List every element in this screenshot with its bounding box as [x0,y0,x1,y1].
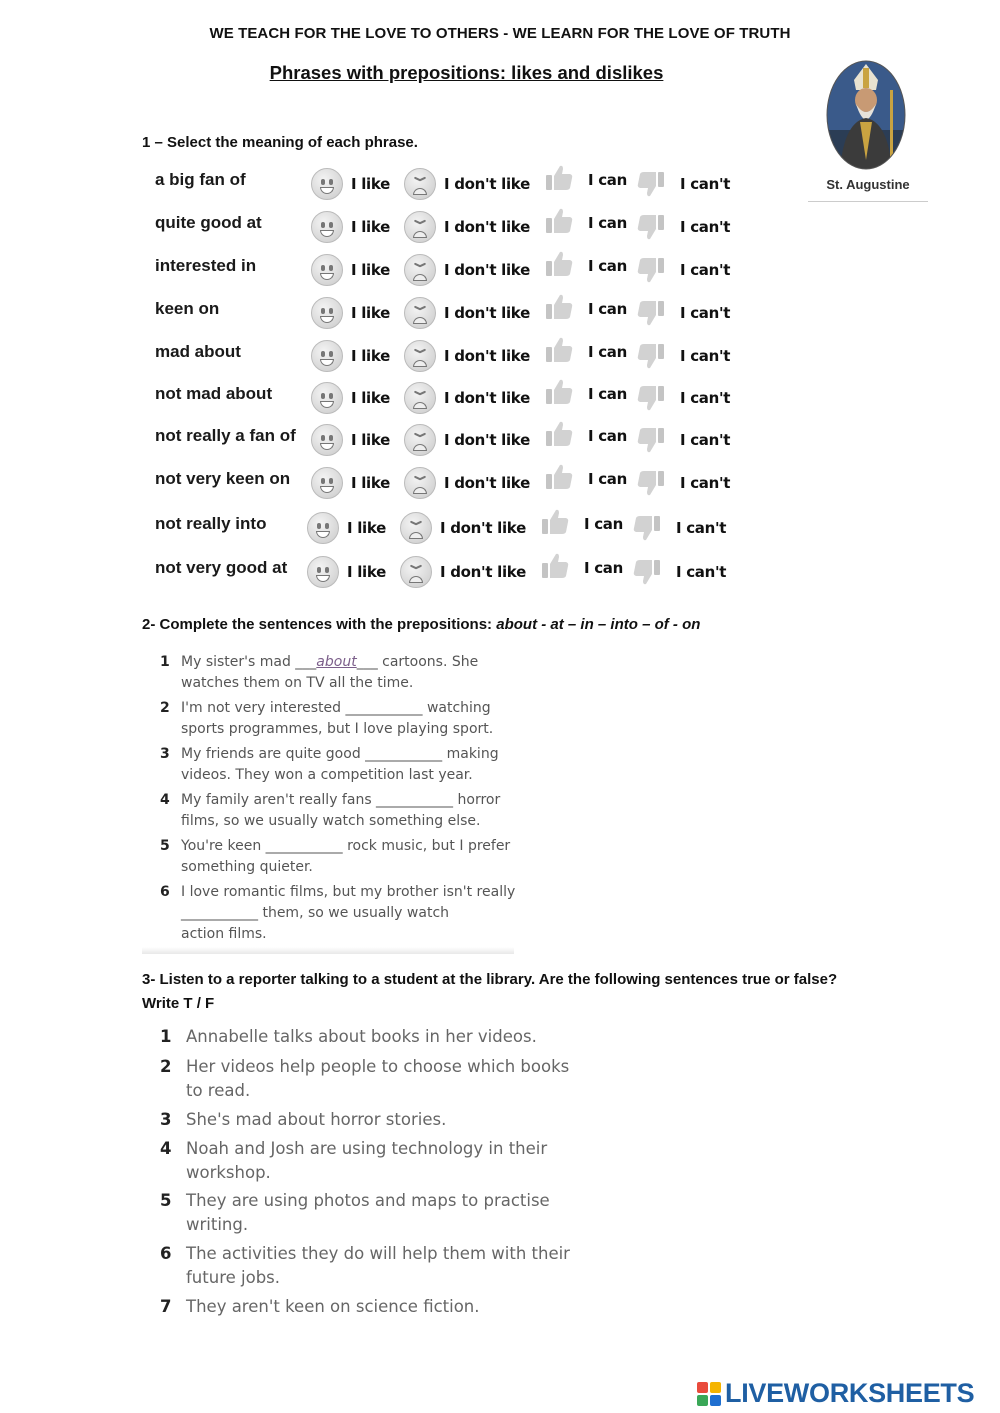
item-text: something quieter. [181,859,313,875]
phrase-label: not mad about [155,384,273,403]
phrase-label: not very keen on [155,469,291,488]
option-i-like[interactable] [311,338,390,374]
option-label: I don't like [444,347,530,365]
item-text: My family aren't really fans ___________ horror [181,792,501,808]
option-label: I don't like [444,261,530,279]
item-text: ___ cartoons. She [356,654,479,670]
item-text: The activities they do will help them with their [186,1244,570,1263]
phrase-label: mad about [155,342,241,361]
page-title: Phrases with prepositions: likes and dislikes [269,62,664,83]
smiley-icon [311,424,343,456]
item-number: 4 [160,792,170,808]
thumbs-up-icon [544,249,574,279]
true-false-item [160,1189,580,1239]
option-i-dont-like[interactable] [404,295,530,331]
thumbs-up-icon [544,377,574,407]
phrase-row [0,465,1000,505]
phrase-row [0,338,1000,378]
option-i-cant[interactable] [632,510,726,546]
option-i-dont-like[interactable] [404,252,530,288]
item-number: 1 [160,1027,172,1046]
option-label: I don't like [440,519,526,537]
phrase-row [0,252,1000,292]
smiley-icon [311,168,343,200]
option-label: I can [588,300,627,318]
item-number: 2 [160,700,170,716]
item-number: 6 [160,1244,172,1263]
option-label: I like [351,175,391,193]
option-label: I can't [680,175,731,193]
option-label: I can't [680,389,731,407]
sad-face-icon [404,382,436,414]
option-label: I can't [680,431,731,449]
option-i-dont-like[interactable] [404,422,530,458]
item-text: Annabelle talks about books in her videos. [186,1027,537,1046]
item-number: 4 [160,1139,172,1158]
option-i-like[interactable] [311,295,390,331]
thumbs-down-icon [636,212,666,242]
phrase-row [0,554,1000,594]
option-i-cant[interactable] [636,338,730,374]
option-i-like[interactable] [311,465,390,501]
item-number: 3 [160,1110,172,1129]
phrase-row [0,422,1000,462]
option-i-dont-like[interactable] [404,465,530,501]
option-label: I don't like [440,563,526,581]
item-text: She's mad about horror stories. [186,1110,447,1129]
option-label: I don't like [444,474,530,492]
sad-face-icon [400,556,432,588]
thumbs-up-icon [540,551,570,581]
st-augustine-portrait [826,60,906,170]
phrase-label: interested in [155,256,257,275]
option-label: I can [588,385,627,403]
smiley-icon [311,340,343,372]
option-i-can[interactable] [544,416,627,452]
item-text: workshop. [186,1163,271,1182]
option-label: I can [584,559,623,577]
option-i-can[interactable] [544,246,627,282]
option-label: I don't like [444,218,530,236]
item-text: films, so we usually watch something else. [181,813,481,829]
option-label: I like [351,347,391,365]
section1-heading: 1 – Select the meaning of each phrase. [142,134,418,151]
option-i-dont-like[interactable] [404,209,530,245]
gap-fill-item [160,882,520,948]
option-i-cant[interactable] [632,554,726,590]
thumbs-up-icon [544,206,574,236]
sad-face-icon [404,254,436,286]
divider [142,947,514,954]
option-i-can[interactable] [544,289,627,325]
brand-name: LIVEWORKSHEETS [725,1378,975,1408]
phrase-row [0,295,1000,335]
item-text: future jobs. [186,1268,281,1287]
option-label: I can [588,343,627,361]
item-text: They are using photos and maps to practise [186,1191,550,1210]
option-i-cant[interactable] [636,465,730,501]
sad-face-icon [404,340,436,372]
item-text: They aren't keen on science fiction. [186,1297,480,1316]
item-text: My sister's mad ___ [181,654,317,670]
option-i-like[interactable] [307,510,386,546]
option-i-dont-like[interactable] [404,380,530,416]
option-i-cant[interactable] [636,295,730,331]
option-label: I like [347,519,387,537]
item-number: 5 [160,1191,172,1210]
option-label: I can [588,427,627,445]
option-i-can[interactable] [540,504,623,540]
option-label: I like [347,563,387,581]
option-label: I like [351,474,391,492]
thumbs-down-icon [636,255,666,285]
option-label: I can [588,470,627,488]
option-i-dont-like[interactable] [400,554,526,590]
true-false-item [160,1137,580,1187]
item-number: 6 [160,884,170,900]
motto: WE TEACH FOR THE LOVE TO OTHERS - WE LEARN FOR THE LOVE OF TRUTH [209,25,791,42]
item-text: sports programmes, but I love playing sport. [181,721,494,737]
phrase-label: quite good at [155,213,262,232]
option-label: I can't [680,304,731,322]
true-false-item [160,1055,580,1105]
phrase-row [0,166,1000,206]
option-label: I can't [680,218,731,236]
phrase-label: not really a fan of [155,426,296,445]
item-text: Her videos help people to choose which books [186,1057,570,1076]
option-i-like[interactable] [311,422,390,458]
item-text: watches them on TV all the time. [181,675,414,691]
option-i-like[interactable] [307,554,386,590]
thumbs-up-icon [544,419,574,449]
option-label: I don't like [444,431,530,449]
option-i-like[interactable] [311,166,390,202]
sad-face-icon [404,211,436,243]
portrait-caption: St. Augustine [826,177,910,192]
option-label: I don't like [444,175,530,193]
option-label: I can [588,257,627,275]
smiley-icon [311,382,343,414]
thumbs-up-icon [540,507,570,537]
thumbs-up-icon [544,335,574,365]
sad-face-icon [404,168,436,200]
option-i-dont-like[interactable] [404,166,530,202]
option-label: I like [351,389,391,407]
smiley-icon [311,467,343,499]
sad-face-icon [404,424,436,456]
option-i-can[interactable] [544,374,627,410]
item-text: writing. [186,1215,249,1234]
option-i-dont-like[interactable] [404,338,530,374]
smiley-icon [311,297,343,329]
item-number: 5 [160,838,170,854]
option-i-can[interactable] [544,332,627,368]
sad-face-icon [400,512,432,544]
option-label: I don't like [444,389,530,407]
option-label: I like [351,304,391,322]
option-label: I like [351,431,391,449]
example-answer[interactable]: about [316,654,357,670]
thumbs-down-icon [636,383,666,413]
item-number: 3 [160,746,170,762]
option-i-cant[interactable] [636,166,730,202]
prepositions-list: about - at – in – into – of - on [496,616,701,633]
thumbs-down-icon [636,468,666,498]
option-label: I can [584,515,623,533]
phrase-row [0,510,1000,550]
item-text: I'm not very interested ___________ watching [181,700,491,716]
section2-heading [142,616,700,633]
section2-heading-prefix: 2- Complete the sentences with the prepositions: [142,616,497,633]
option-label: I can't [676,563,727,581]
phrase-label: not very good at [155,558,288,577]
item-text: My friends are quite good ___________ making [181,746,499,762]
item-text: You're keen ___________ rock music, but I prefer [181,838,511,854]
option-i-can[interactable] [544,203,627,239]
liveworksheets-brand [697,1378,974,1409]
item-number: 7 [160,1297,172,1316]
option-label: I can't [680,261,731,279]
sad-face-icon [404,297,436,329]
true-false-item [160,1295,580,1345]
section3-heading: 3- Listen to a reporter talking to a student at the library. Are the following sentences true or false? Write T / F [142,971,838,1012]
thumbs-up-icon [544,292,574,322]
option-label: I can't [680,474,731,492]
thumbs-down-icon [636,169,666,199]
option-i-can[interactable] [540,548,623,584]
option-label: I can't [676,519,727,537]
option-label: I can't [680,347,731,365]
smiley-icon [307,556,339,588]
item-text: ___________ them, so we usually watch [181,905,450,921]
phrase-row [0,209,1000,249]
thumbs-down-icon [632,513,662,543]
thumbs-down-icon [636,425,666,455]
phrase-label: not really into [155,514,267,533]
option-label: I like [351,261,391,279]
thumbs-down-icon [636,341,666,371]
option-label: I can [588,214,627,232]
option-i-like[interactable] [311,209,390,245]
thumbs-up-icon [544,462,574,492]
item-text: videos. They won a competition last year. [181,767,473,783]
thumbs-down-icon [632,557,662,587]
liveworksheets-logo-icon [697,1382,721,1406]
option-i-like[interactable] [311,252,390,288]
option-i-like[interactable] [311,380,390,416]
option-label: I like [351,218,391,236]
phrase-row [0,380,1000,420]
true-false-item [160,1242,580,1292]
option-i-can[interactable] [544,459,627,495]
item-text: Noah and Josh are using technology in their [186,1139,548,1158]
phrase-label: keen on [155,299,220,318]
item-number: 2 [160,1057,172,1076]
option-i-cant[interactable] [636,422,730,458]
phrase-label: a big fan of [155,170,246,189]
sad-face-icon [404,467,436,499]
option-i-cant[interactable] [636,380,730,416]
item-text: I love romantic films, but my brother isn't really [181,884,516,900]
smiley-icon [311,211,343,243]
smiley-icon [307,512,339,544]
option-i-cant[interactable] [636,252,730,288]
option-i-can[interactable] [544,160,627,196]
option-label: I don't like [444,304,530,322]
item-number: 1 [160,654,170,670]
item-text: action films. [181,926,267,942]
smiley-icon [311,254,343,286]
option-i-dont-like[interactable] [400,510,526,546]
thumbs-up-icon [544,163,574,193]
option-label: I can [588,171,627,189]
option-i-cant[interactable] [636,209,730,245]
thumbs-down-icon [636,298,666,328]
item-text: to read. [186,1081,251,1100]
